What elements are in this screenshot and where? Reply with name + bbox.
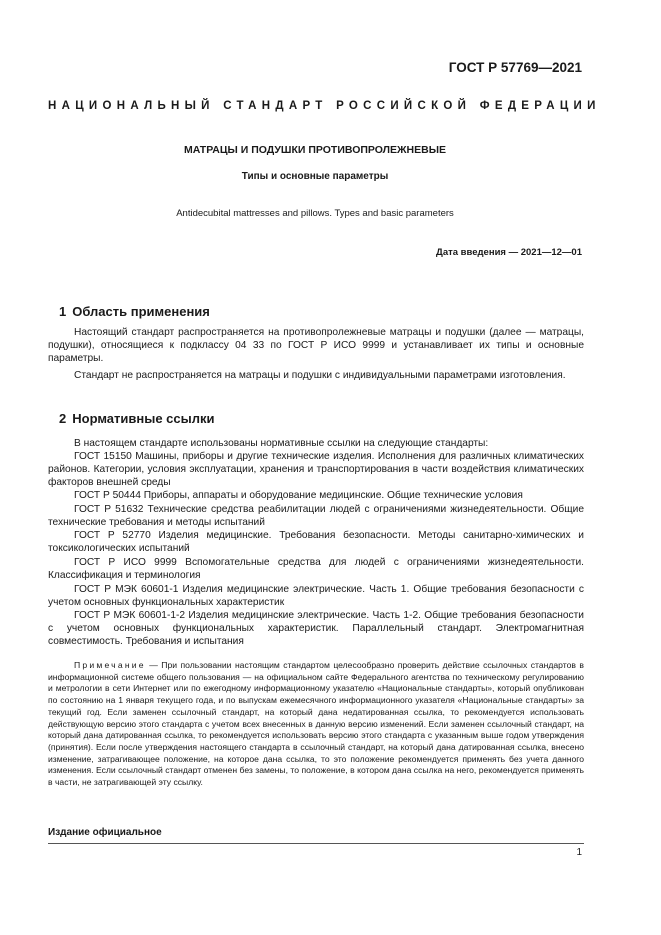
document-title: МАТРАЦЫ И ПОДУШКИ ПРОТИВОПРОЛЕЖНЕВЫЕ: [183, 144, 446, 156]
section-2-heading: [59, 411, 214, 426]
reference-item: ГОСТ Р МЭК 60601-1 Изделия медицинские электрические. Часть 1. Общие требования безопасности с учетом основных функциональных характеристик: [48, 584, 584, 608]
document-title-english: Antidecubital mattresses and pillows. Types and basic parameters: [176, 208, 454, 219]
document-subtitle: Типы и основные параметры: [241, 171, 389, 182]
section-1-paragraph: Стандарт не распространяется на матрацы и подушки с индивидуальными параметрами изготовления.: [74, 370, 566, 381]
references-note: [48, 660, 584, 789]
section-1-title: Область применения: [72, 304, 210, 319]
reference-item: ГОСТ Р 50444 Приборы, аппараты и оборудование медицинские. Общие технические условия: [74, 490, 523, 501]
note-label: Примечание: [74, 660, 146, 670]
reference-item: ГОСТ Р 51632 Технические средства реабилитации людей с ограничениями жизнедеятельности. Общие технические требования и методы испытаний: [48, 504, 584, 528]
introduction-date: Дата введения — 2021—12—01: [436, 247, 582, 258]
section-2-title: Нормативные ссылки: [72, 411, 215, 426]
reference-item: ГОСТ Р МЭК 60601-1-2 Изделия медицинские электрические. Часть 1-2. Общие требования безопасности с учетом основных функциональных характеристик. Параллельный стандарт. Электромагнитная совместимость. Требования и испытания: [48, 610, 584, 647]
reference-item: ГОСТ 15150 Машины, приборы и другие технические изделия. Исполнения для различных климатических районов. Категории, условия эксплуатации, хранения и транспортирования в части воздействия климатических факторов внешней среды: [48, 451, 584, 488]
footer-divider: [48, 843, 584, 844]
references-intro: В настоящем стандарте использованы нормативные ссылки на следующие стандарты:: [74, 438, 489, 449]
official-edition-label: Издание официальное: [48, 827, 162, 838]
section-2-number: 2: [59, 411, 67, 426]
section-1-number: 1: [59, 304, 67, 319]
section-1-heading: [59, 304, 210, 319]
reference-item: ГОСТ Р 52770 Изделия медицинские. Требования безопасности. Методы санитарно-химических и токсикологических испытаний: [48, 530, 584, 554]
standard-number: ГОСТ Р 57769—2021: [448, 60, 582, 75]
national-standard-heading: НАЦИОНАЛЬНЫЙ СТАНДАРТ РОССИЙСКОЙ ФЕДЕРАЦИИ: [48, 100, 601, 112]
note-text: — При пользовании настоящим стандартом целесообразно проверить действие ссылочных стандартов в информационной системе общего пользования — на официальном сайте Федерального агентства по техническому регулированию и метрологии в сети Интернет или по ежегодному информационному указателю «Национальные стандарты», который опубликован по состоянию на 1 января текущего года, и по выпускам ежемесячного информационного указателя «Национальные стандарты» за текущий год. Если заменен ссылочный стандарт, на который дана недатированная ссылка, то рекомендуется использовать действующую версию этого стандарта с учетом всех внесенных в данную версию изменений. Если заменен ссылочный стандарт, на который дана датированная ссылка, то рекомендуется использовать версию этого стандарта с указанным выше годом утверждения (принятия). Если после утверждения настоящего стандарта в ссылочный стандарт, на который дана датированная ссылка, внесено изменение, затрагивающее положение, на которое дана ссылка, то это положение рекомендуется применять без учета данного изменения. Если ссылочный стандарт отменен без замены, то положение, в котором дана ссылка на него, рекомендуется применять в части, не затрагивающей эту ссылку.: [48, 660, 584, 788]
reference-item: ГОСТ Р ИСО 9999 Вспомогательные средства для людей с ограничениями жизнедеятельности. Классификация и терминология: [48, 557, 584, 581]
page-number: 1: [576, 847, 582, 858]
section-1-paragraph: Настоящий стандарт распространяется на противопролежневые матрацы и подушки (далее — матрацы, подушки), относящиеся к подклассу 04 33 по ГОСТ Р ИСО 9999 и устанавливает их типы и основные параметры.: [48, 327, 584, 364]
